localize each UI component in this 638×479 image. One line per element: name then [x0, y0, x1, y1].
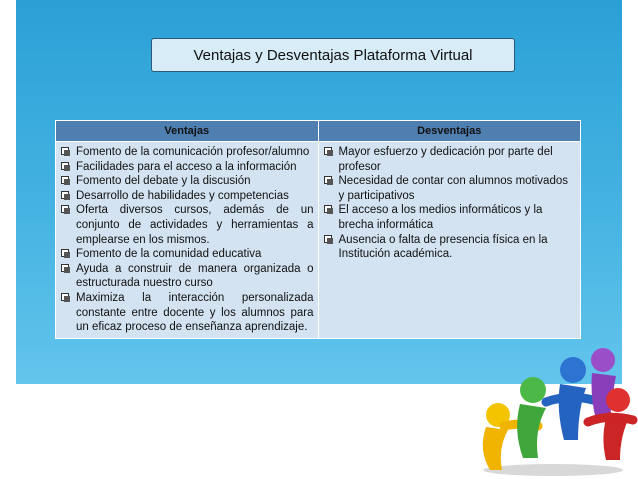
- list-item: [60, 189, 314, 204]
- list-item-text: Necesidad de contar con alumnos motivados y participativos: [338, 175, 568, 202]
- table-header-row: [56, 121, 581, 142]
- checkbox-bullet-icon: [324, 147, 332, 155]
- ventajas-list: [60, 145, 314, 335]
- list-item: [323, 174, 577, 203]
- header-ventajas: Ventajas: [56, 121, 319, 142]
- list-item: [323, 233, 577, 262]
- list-item-text: Ayuda a construir de manera organizada o estructurada nuestro curso: [76, 262, 314, 290]
- list-item: [60, 291, 314, 335]
- list-item-text: Mayor esfuerzo y dedicación por parte del profesor: [338, 146, 553, 173]
- blue-figure-icon: [546, 357, 593, 440]
- checkbox-bullet-icon: [61, 162, 69, 170]
- ventajas-cell: [56, 142, 319, 339]
- list-item: [60, 174, 314, 189]
- list-item-text: Fomento del debate y la discusión: [76, 175, 251, 188]
- slide-title: Ventajas y Desventajas Plataforma Virtual: [151, 38, 515, 72]
- checkbox-bullet-icon: [61, 147, 69, 155]
- list-item-text: Desarrollo de habilidades y competencias: [76, 189, 289, 202]
- list-item: [60, 262, 314, 291]
- list-item-text: Maximiza la interacción personalizada constante entre docente y los alumnos para un eficaz proceso de enseñanza aprendizaje.: [76, 291, 314, 334]
- people-circle-illustration: [468, 330, 638, 479]
- checkbox-bullet-icon: [324, 235, 332, 243]
- list-item-text: Oferta diversos cursos, además de un conjunto de actividades y herramientas a emplearse en los mismos.: [76, 204, 314, 246]
- desventajas-cell: [318, 142, 581, 339]
- list-item: [60, 145, 314, 160]
- checkbox-bullet-icon: [324, 205, 332, 213]
- checkbox-bullet-icon: [324, 176, 332, 184]
- list-item: [323, 145, 577, 174]
- list-item: [60, 247, 314, 262]
- list-item-text: El acceso a los medios informáticos y la brecha informática: [338, 204, 543, 231]
- list-item: [60, 203, 314, 247]
- list-item-text: Fomento de la comunicación profesor/alumno: [76, 146, 310, 158]
- checkbox-bullet-icon: [61, 264, 69, 272]
- checkbox-bullet-icon: [61, 176, 69, 184]
- checkbox-bullet-icon: [61, 205, 69, 213]
- comparison-table: [55, 120, 581, 339]
- checkbox-bullet-icon: [61, 191, 69, 199]
- desventajas-list: [323, 145, 577, 262]
- list-item-text: Ausencia o falta de presencia física en la Institución académica.: [338, 233, 548, 261]
- list-item-text: Facilidades para el acceso a la información: [76, 160, 297, 173]
- table-body-row: [56, 142, 581, 339]
- checkbox-bullet-icon: [61, 249, 69, 257]
- checkbox-bullet-icon: [61, 293, 69, 301]
- list-item: [60, 160, 314, 175]
- list-item-text: Fomento de la comunidad educativa: [76, 248, 262, 261]
- list-item: [323, 203, 577, 232]
- header-desventajas: Desventajas: [318, 121, 581, 142]
- green-figure-icon: [517, 377, 546, 458]
